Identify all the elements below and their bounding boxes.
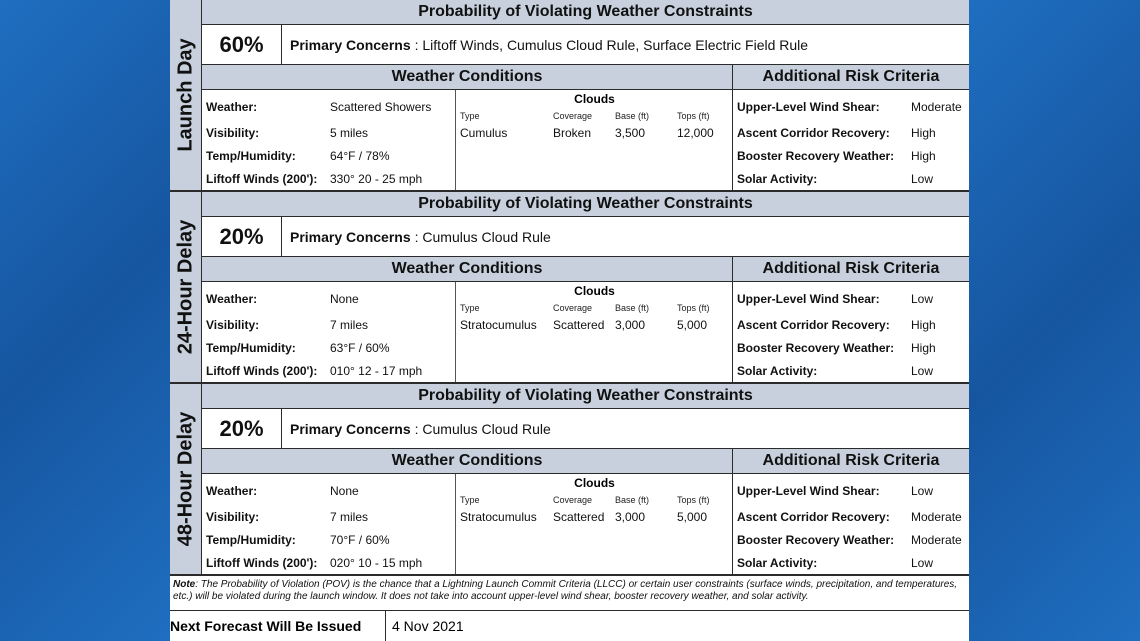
booster-label: Booster Recovery Weather:	[737, 533, 895, 547]
cloud-tops-value: 5,000	[677, 510, 708, 524]
cloud-base-value: 3,500	[615, 126, 646, 140]
cloud-tops-value: 5,000	[677, 318, 708, 332]
weather-label: Weather:	[206, 292, 258, 306]
risk-criteria-header: Additional Risk Criteria	[733, 257, 969, 282]
temp-value: 70°F / 60%	[330, 533, 390, 547]
temp-label: Temp/Humidity:	[206, 341, 296, 355]
pov-percentage: 60%	[202, 25, 282, 64]
weather-column	[202, 282, 456, 382]
weather-value: Scattered Showers	[330, 100, 432, 114]
cloud-type-header: Type	[460, 111, 480, 121]
cloud-coverage-value: Broken	[553, 126, 592, 140]
section-24-hour-delay	[170, 192, 969, 384]
shear-value: Low	[911, 292, 934, 306]
cloud-tops-header: Tops (ft)	[677, 303, 710, 313]
booster-value: Moderate	[911, 533, 962, 547]
pov-note	[170, 576, 969, 611]
cloud-type-value: Stratocumulus	[460, 318, 537, 332]
winds-value: 020° 10 - 15 mph	[330, 556, 423, 570]
visibility-label: Visibility:	[206, 510, 260, 524]
risk-column	[733, 474, 969, 574]
primary-concerns-value: : Cumulus Cloud Rule	[414, 420, 551, 437]
primary-concerns-value: : Liftoff Winds, Cumulus Cloud Rule, Surface Electric Field Rule	[414, 36, 809, 53]
solar-label: Solar Activity:	[737, 172, 818, 186]
primary-concerns	[290, 409, 551, 448]
note-label: Note	[173, 579, 196, 590]
next-forecast-label: Next Forecast Will Be Issued	[170, 611, 386, 641]
pov-header: Probability of Violating Weather Constraints	[202, 192, 969, 217]
booster-label: Booster Recovery Weather:	[737, 149, 895, 163]
clouds-column	[456, 474, 733, 574]
visibility-value: 7 miles	[330, 510, 369, 524]
pov-row	[202, 217, 969, 257]
clouds-title: Clouds	[574, 476, 615, 490]
risk-criteria-header: Additional Risk Criteria	[733, 65, 969, 90]
visibility-label: Visibility:	[206, 318, 260, 332]
next-forecast-date: 4 Nov 2021	[392, 618, 464, 634]
pov-row	[202, 25, 969, 65]
solar-value: Low	[911, 172, 934, 186]
shear-label: Upper-Level Wind Shear:	[737, 292, 880, 306]
section-body	[202, 90, 969, 190]
winds-label: Liftoff Winds (200'):	[206, 172, 318, 186]
booster-value: High	[911, 149, 936, 163]
section-48-hour-delay	[170, 384, 969, 576]
cloud-coverage-header: Coverage	[553, 303, 593, 313]
cloud-base-header: Base (ft)	[615, 495, 650, 505]
section-launch-day	[170, 0, 969, 192]
winds-value: 010° 12 - 17 mph	[330, 364, 423, 378]
cloud-base-value: 3,000	[615, 318, 646, 332]
primary-concerns-value: : Cumulus Cloud Rule	[414, 228, 551, 245]
weather-column	[202, 474, 456, 574]
background-left-panel	[0, 0, 170, 641]
shear-label: Upper-Level Wind Shear:	[737, 484, 880, 498]
section-title: 24-Hour Delay	[174, 219, 196, 355]
weather-conditions-header: Weather Conditions	[202, 65, 733, 90]
cloud-coverage-header: Coverage	[553, 111, 593, 121]
section-title: Launch Day	[174, 38, 196, 152]
background-right-panel	[969, 0, 1140, 641]
pov-header: Probability of Violating Weather Constraints	[202, 0, 969, 25]
temp-value: 64°F / 78%	[330, 149, 390, 163]
pov-header: Probability of Violating Weather Constraints	[202, 384, 969, 409]
next-forecast-row	[170, 611, 969, 641]
cloud-tops-header: Tops (ft)	[677, 111, 710, 121]
ascent-label: Ascent Corridor Recovery:	[737, 510, 890, 524]
cloud-type-value: Stratocumulus	[460, 510, 537, 524]
shear-value: Moderate	[911, 100, 962, 114]
weather-conditions-header: Weather Conditions	[202, 449, 733, 474]
clouds-column	[456, 90, 733, 190]
section-title: 48-Hour Delay	[174, 411, 196, 547]
note-text: : The Probability of Violation (POV) is the chance that a Lightning Launch Commit Criteria (LLCC) or certain user constraints (surface winds, precipitation, and temperatures, etc.) will be violated during the launch window. It does not take into account upper-level wind shear, booster recovery weather, and solar activity.	[173, 579, 958, 602]
primary-concerns-label: Primary Concerns	[290, 228, 411, 245]
ascent-value: Moderate	[911, 510, 962, 524]
cloud-base-header: Base (ft)	[615, 303, 650, 313]
cloud-coverage-header: Coverage	[553, 495, 593, 505]
clouds-title: Clouds	[574, 92, 615, 106]
cloud-coverage-value: Scattered	[553, 510, 605, 524]
section-body	[202, 282, 969, 382]
cloud-base-header: Base (ft)	[615, 111, 650, 121]
weather-value: None	[330, 292, 359, 306]
section-side-label	[170, 192, 202, 382]
risk-criteria-header: Additional Risk Criteria	[733, 449, 969, 474]
booster-label: Booster Recovery Weather:	[737, 341, 895, 355]
winds-value: 330° 20 - 25 mph	[330, 172, 423, 186]
visibility-value: 5 miles	[330, 126, 369, 140]
temp-label: Temp/Humidity:	[206, 149, 296, 163]
primary-concerns-label: Primary Concerns	[290, 36, 411, 53]
clouds-title: Clouds	[574, 284, 615, 298]
cloud-type-header: Type	[460, 303, 480, 313]
primary-concerns-label: Primary Concerns	[290, 420, 411, 437]
section-side-label	[170, 0, 202, 190]
weather-column	[202, 90, 456, 190]
section-body	[202, 474, 969, 574]
shear-label: Upper-Level Wind Shear:	[737, 100, 880, 114]
ascent-label: Ascent Corridor Recovery:	[737, 126, 890, 140]
ascent-value: High	[911, 126, 936, 140]
section-side-label	[170, 384, 202, 574]
pov-percentage: 20%	[202, 217, 282, 256]
primary-concerns	[290, 25, 808, 64]
visibility-value: 7 miles	[330, 318, 369, 332]
risk-column	[733, 90, 969, 190]
solar-label: Solar Activity:	[737, 556, 818, 570]
temp-label: Temp/Humidity:	[206, 533, 296, 547]
ascent-label: Ascent Corridor Recovery:	[737, 318, 890, 332]
weather-label: Weather:	[206, 484, 258, 498]
cloud-tops-value: 12,000	[677, 126, 714, 140]
cloud-base-value: 3,000	[615, 510, 646, 524]
winds-label: Liftoff Winds (200'):	[206, 556, 318, 570]
solar-label: Solar Activity:	[737, 364, 818, 378]
forecast-sheet	[170, 0, 969, 641]
ascent-value: High	[911, 318, 936, 332]
pov-row	[202, 409, 969, 449]
weather-value: None	[330, 484, 359, 498]
risk-column	[733, 282, 969, 382]
primary-concerns	[290, 217, 551, 256]
cloud-type-header: Type	[460, 495, 480, 505]
temp-value: 63°F / 60%	[330, 341, 390, 355]
pov-percentage: 20%	[202, 409, 282, 448]
solar-value: Low	[911, 556, 934, 570]
visibility-label: Visibility:	[206, 126, 260, 140]
weather-conditions-header: Weather Conditions	[202, 257, 733, 282]
cloud-type-value: Cumulus	[460, 126, 508, 140]
shear-value: Low	[911, 484, 934, 498]
winds-label: Liftoff Winds (200'):	[206, 364, 318, 378]
cloud-tops-header: Tops (ft)	[677, 495, 710, 505]
weather-label: Weather:	[206, 100, 258, 114]
cloud-coverage-value: Scattered	[553, 318, 605, 332]
clouds-column	[456, 282, 733, 382]
solar-value: Low	[911, 364, 934, 378]
booster-value: High	[911, 341, 936, 355]
